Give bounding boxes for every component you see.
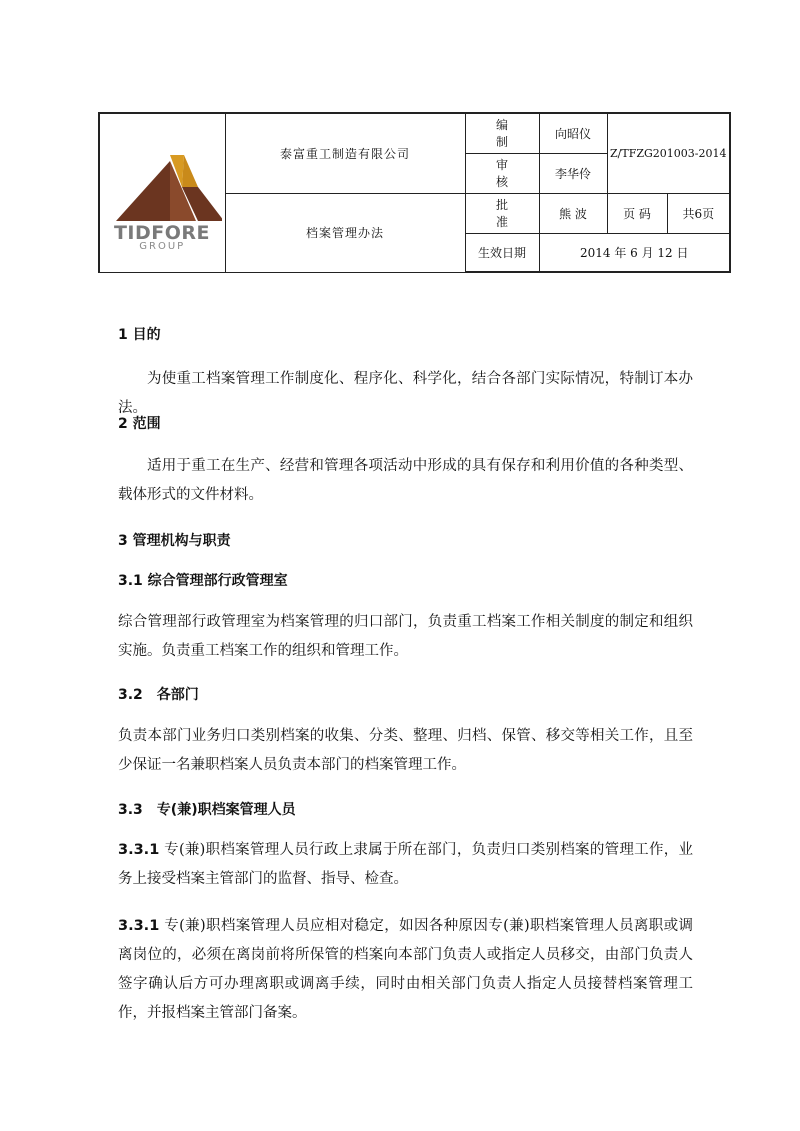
page-label: 页 码	[607, 193, 667, 233]
page-count: 共6页	[667, 193, 730, 233]
section-1-text: 为使重工档案管理工作制度化、程序化、科学化，结合各部门实际情况，特制订本办法。	[118, 371, 693, 416]
clause-3-3-1b	[118, 912, 693, 1028]
effective-date-value: 2014 年 6 月 12 日	[539, 233, 730, 272]
clause-text: 专(兼)职档案管理人员行政上隶属于所在部门，负责归口类别档案的管理工作，业务上接受档案主管部门的监督、指导、检查。	[118, 842, 693, 887]
clause-3-3-1a	[118, 836, 693, 894]
section-3-3-heading: 3.3 专(兼)职档案管理人员	[118, 802, 296, 818]
section-3-2-text: 负责本部门业务归口类别档案的收集、分类、整理、归档、保管、移交等相关工作，且至少保证一名兼职档案人员负责本部门的档案管理工作。	[118, 728, 693, 773]
clause-number: 3.3.1	[118, 918, 160, 934]
bianzhi-label: 编 制	[465, 113, 539, 153]
section-3-heading: 3 管理机构与职责	[118, 533, 231, 549]
section-2-text: 适用于重工在生产、经营和管理各项活动中形成的具有保存和利用价值的各种类型、载体形式的文件材料。	[118, 458, 693, 503]
section-3-2-heading: 3.2 各部门	[118, 687, 199, 703]
company-logo	[99, 113, 225, 272]
shenhe-label: 审 核	[465, 153, 539, 193]
shenhe-value: 李华伶	[539, 153, 607, 193]
company-name: 泰富重工制造有限公司	[225, 113, 465, 193]
document-header-table	[98, 112, 731, 273]
section-3-1-heading: 3.1 综合管理部行政管理室	[118, 573, 288, 589]
section-1-heading: 1 目的	[118, 327, 161, 343]
pizhun-value: 熊 波	[539, 193, 607, 233]
pizhun-label: 批 准	[465, 193, 539, 233]
document-code: Z/TFZG201003-2014	[607, 113, 730, 193]
logo-text: TIDFORE	[114, 222, 211, 244]
clause-text: 专(兼)职档案管理人员应相对稳定，如因各种原因专(兼)职档案管理人员离职或调离岗位的，必须在离岗前将所保管的档案向本部门负责人或指定人员移交，由部门负责人签字确认后方可办理离职或调离手续，同时由相关部门负责人指定人员接替档案管理工作，并报档案主管部门备案。	[118, 918, 693, 1021]
clause-number: 3.3.1	[118, 842, 160, 858]
section-3-1-text: 综合管理部行政管理室为档案管理的归口部门，负责重工档案工作相关制度的制定和组织实施。负责重工档案工作的组织和管理工作。	[118, 614, 693, 659]
bianzhi-value: 向昭仪	[539, 113, 607, 153]
document-title: 档案管理办法	[225, 193, 465, 272]
section-2-heading: 2 范围	[118, 416, 161, 432]
logo-subtext: GROUP	[139, 241, 186, 253]
effective-date-label: 生效日期	[465, 233, 539, 272]
